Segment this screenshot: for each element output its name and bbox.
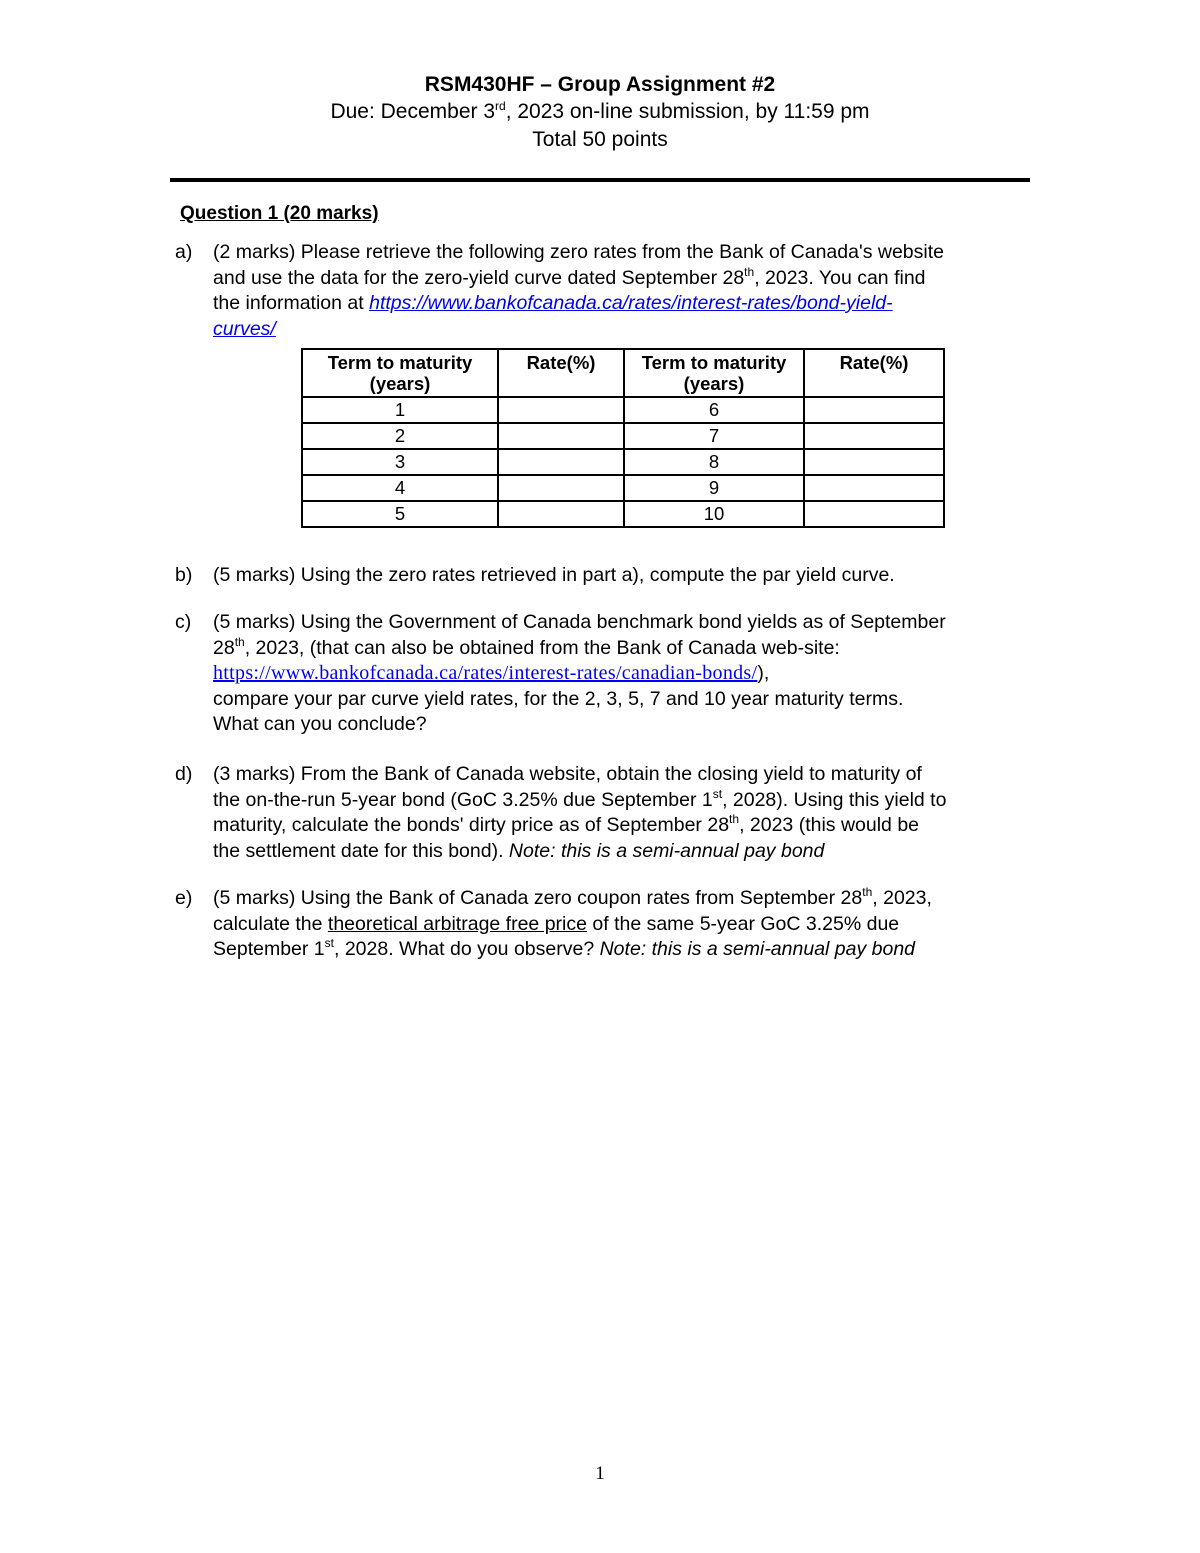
table-row: 3 8 [302, 449, 944, 475]
table-row: 2 7 [302, 423, 944, 449]
header-divider [170, 178, 1030, 182]
header-term-2: Term to maturity (years) [624, 349, 804, 397]
rate-cell [804, 475, 944, 501]
question-1c: c) (5 marks) Using the Government of Canada benchmark bond yields as of September 28th, 2023, (that can also be obtained from the Bank of Canada web-site: https://www.bankofcanada.ca/rates/interest-rates/canadian-bonds/), compare your par curve yield rates, for the 2, 3, 5, 7 and 10 year maturity terms. What can you conclude? [175, 611, 946, 735]
assignment-title: RSM430HF – Group Assignment #2 [424, 73, 776, 96]
total-points: Total 50 points [532, 128, 668, 151]
question-1b: b) (5 marks) Using the zero rates retrieved in part a), compute the par yield curve. [175, 564, 895, 586]
page-number: 1 [595, 1463, 605, 1484]
rate-cell [804, 423, 944, 449]
rate-cell [804, 501, 944, 527]
bond-yield-curves-link[interactable]: https://www.bankofcanada.ca/rates/interest-rates/bond-yield- [369, 292, 893, 314]
table-row: 1 6 [302, 397, 944, 423]
question-1a: a) (2 marks) Please retrieve the following zero rates from the Bank of Canada's website and use the data for the zero-yield curve dated September 28th, 2023. You can find the information at https://www.bankofcanada.ca/rates/interest-rates/bond-yield- curves/ [175, 241, 944, 340]
rate-cell [498, 501, 624, 527]
due-date-line: Due: December 3rd, 2023 on-line submission, by 11:59 pm [330, 99, 870, 123]
zero-rates-table [301, 348, 945, 528]
bond-yield-curves-link-cont[interactable]: curves/ [213, 317, 276, 340]
table-header-row [302, 349, 944, 397]
question-1-title: Question 1 (20 marks) [180, 203, 379, 224]
canadian-bonds-link[interactable]: https://www.bankofcanada.ca/rates/interest-rates/canadian-bonds/ [213, 662, 758, 684]
rate-cell [498, 475, 624, 501]
header-term-1: Term to maturity (years) [302, 349, 498, 397]
table-row: 5 10 [302, 501, 944, 527]
question-1d: d) (3 marks) From the Bank of Canada website, obtain the closing yield to maturity of the on-the-run 5-year bond (GoC 3.25% due September 1st, 2028). Using this yield to maturity, calculate the bonds' dirty price as of September 28th, 2023 (this would be the settlement date for this bond). Note: this is a semi-annual pay bond [175, 763, 947, 862]
table-row: 4 9 [302, 475, 944, 501]
header-rate-2: Rate(%) [804, 349, 944, 397]
rate-cell [498, 449, 624, 475]
rate-cell [498, 423, 624, 449]
rate-cell [804, 397, 944, 423]
question-1e: e) (5 marks) Using the Bank of Canada zero coupon rates from September 28th, 2023, calculate the theoretical arbitrage free price of the same 5-year GoC 3.25% due September 1st, 2028. What do you observe? Note: this is a semi-annual pay bond [175, 885, 932, 960]
rate-cell [804, 449, 944, 475]
rate-cell [498, 397, 624, 423]
header-rate-1: Rate(%) [498, 349, 624, 397]
